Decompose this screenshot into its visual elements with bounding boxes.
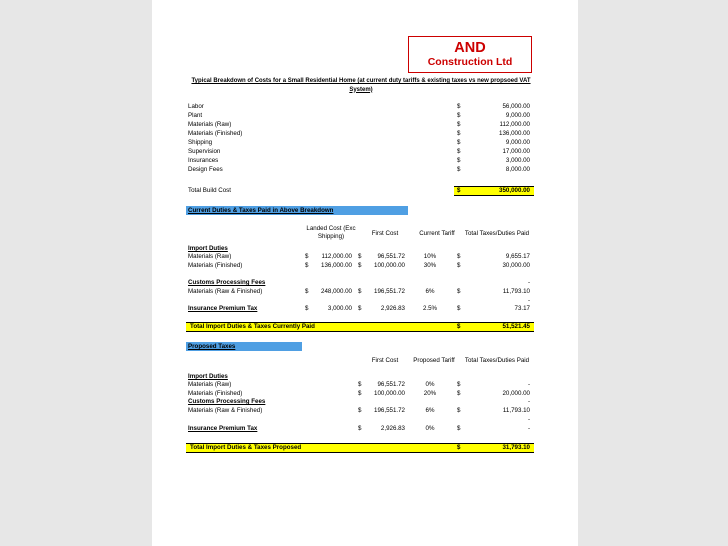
customs-fees-label: Customs Processing Fees: [188, 398, 266, 405]
proposed-total-label: Total Import Duties & Taxes Proposed: [190, 443, 302, 451]
cost-label: Design Fees: [188, 166, 223, 173]
currency-symbol: $: [457, 262, 461, 269]
cost-value: 112,000.00: [499, 121, 530, 128]
landed-cost: 3,000.00: [327, 305, 352, 312]
currency-symbol: $: [457, 381, 461, 388]
currency-symbol: $: [358, 390, 362, 397]
currency-symbol: $: [457, 166, 461, 173]
cost-value: 17,000.00: [502, 148, 530, 155]
currency-symbol: $: [457, 425, 461, 432]
currency-symbol: $: [305, 288, 309, 295]
import-duties-label: Import Duties: [188, 245, 228, 252]
total-paid: 30,000.00: [502, 262, 530, 269]
tariff: 0%: [425, 425, 435, 432]
tariff: 20%: [423, 390, 437, 397]
row-label: Materials (Raw & Finished): [188, 407, 263, 414]
currency-symbol: $: [457, 443, 461, 451]
currency-symbol: $: [358, 407, 362, 414]
tariff: 6%: [425, 288, 435, 295]
row-label: Materials (Raw): [188, 253, 232, 260]
cost-value: 9,000.00: [505, 139, 530, 146]
landed-cost: 112,000.00: [321, 253, 352, 260]
currency-symbol: $: [457, 157, 461, 164]
currency-symbol: $: [457, 407, 461, 414]
first-cost: 196,551.72: [374, 407, 405, 414]
company-logo: [408, 36, 532, 73]
total-paid: 11,793.10: [502, 288, 530, 295]
insurance-tax-label: Insurance Premium Tax: [188, 305, 258, 312]
landed-cost: 248,000.00: [321, 288, 352, 295]
tariff: 30%: [423, 262, 437, 269]
currency-symbol: $: [457, 121, 461, 128]
row-label: Materials (Finished): [188, 390, 243, 397]
currency-symbol: $: [305, 253, 309, 260]
dash-marker: -: [527, 398, 530, 405]
currency-symbol: $: [457, 253, 461, 260]
cost-label: Labor: [188, 103, 204, 110]
total-paid: 11,793.10: [502, 407, 530, 414]
currency-symbol: $: [457, 322, 461, 330]
proposed-heading: Proposed Taxes: [188, 343, 236, 350]
row-label: Materials (Raw & Finished): [188, 288, 263, 295]
first-cost: 196,551.72: [374, 288, 405, 295]
currency-symbol: $: [358, 288, 362, 295]
cost-value: 9,000.00: [505, 112, 530, 119]
currency-symbol: $: [457, 103, 461, 110]
total-paid: -: [527, 425, 530, 432]
col-proposed-tariff: Proposed Tariff: [413, 357, 455, 364]
tariff: 0%: [425, 381, 435, 388]
col-first-cost: First Cost: [371, 357, 399, 364]
dash-marker: -: [527, 416, 530, 423]
currency-symbol: $: [457, 305, 461, 312]
cost-value: 8,000.00: [505, 166, 530, 173]
currency-symbol: $: [358, 425, 362, 432]
cost-label: Materials (Finished): [188, 130, 243, 137]
insurance-tax-label: Insurance Premium Tax: [188, 425, 258, 432]
first-cost: 100,000.00: [374, 262, 405, 269]
first-cost: 96,551.72: [377, 253, 405, 260]
current-total-value: 51,521.45: [502, 322, 530, 330]
cost-value: 3,000.00: [505, 157, 530, 164]
total-paid: 73.17: [514, 305, 530, 312]
currency-symbol: $: [305, 262, 309, 269]
cost-label: Plant: [188, 112, 203, 119]
currency-symbol: $: [457, 139, 461, 146]
total-build-value: 350,000.00: [499, 187, 530, 194]
cost-label: Materials (Raw): [188, 121, 232, 128]
cost-value: 136,000.00: [499, 130, 530, 137]
first-cost: 96,551.72: [377, 381, 405, 388]
total-build-label: Total Build Cost: [188, 187, 231, 194]
cost-label: Shipping: [188, 139, 213, 146]
dash-marker: -: [527, 297, 530, 304]
total-paid: 20,000.00: [502, 390, 530, 397]
tariff: 2.5%: [422, 305, 438, 312]
dash-marker: -: [527, 279, 530, 286]
logo-line-1: AND: [454, 40, 486, 56]
landed-cost: 136,000.00: [321, 262, 352, 269]
first-cost: 100,000.00: [374, 390, 405, 397]
spreadsheet-page: [152, 0, 578, 546]
total-paid: -: [527, 381, 530, 388]
tariff: 6%: [425, 407, 435, 414]
col-landed-cost: Landed Cost (Exc Shipping): [306, 225, 356, 240]
cost-label: Insurances: [188, 157, 219, 164]
currency-symbol: $: [358, 253, 362, 260]
currency-symbol: $: [457, 130, 461, 137]
customs-fees-label: Customs Processing Fees: [188, 279, 266, 286]
col-first-cost: First Cost: [371, 230, 399, 237]
currency-symbol: $: [305, 305, 309, 312]
current-heading: Current Duties & Taxes Paid in Above Breakdown: [188, 207, 334, 214]
currency-symbol: $: [457, 148, 461, 155]
first-cost: 2,926.83: [380, 305, 405, 312]
col-total-taxes: Total Taxes/Duties Paid: [464, 230, 530, 237]
logo-line-2: Construction Ltd: [427, 56, 513, 68]
proposed-total-value: 31,793.10: [502, 443, 530, 451]
currency-symbol: $: [457, 112, 461, 119]
col-total-taxes: Total Taxes/Duties Paid: [464, 357, 530, 364]
row-label: Materials (Finished): [188, 262, 243, 269]
cost-label: Supervision: [188, 148, 221, 155]
col-current-tariff: Current Tariff: [419, 230, 455, 237]
total-paid: 9,655.17: [505, 253, 530, 260]
currency-symbol: $: [358, 381, 362, 388]
currency-symbol: $: [457, 390, 461, 397]
currency-symbol: $: [457, 187, 461, 194]
import-duties-label: Import Duties: [188, 373, 228, 380]
tariff: 10%: [423, 253, 437, 260]
first-cost: 2,926.83: [380, 425, 405, 432]
currency-symbol: $: [358, 305, 362, 312]
current-total-label: Total Import Duties & Taxes Currently Paid: [190, 322, 315, 330]
row-label: Materials (Raw): [188, 381, 232, 388]
cost-value: 56,000.00: [502, 103, 530, 110]
sheet-title: Typical Breakdown of Costs for a Small Residential Home (at current duty tariffs & existing taxes vs new propsoed VAT System): [191, 78, 531, 93]
currency-symbol: $: [457, 288, 461, 295]
currency-symbol: $: [358, 262, 362, 269]
